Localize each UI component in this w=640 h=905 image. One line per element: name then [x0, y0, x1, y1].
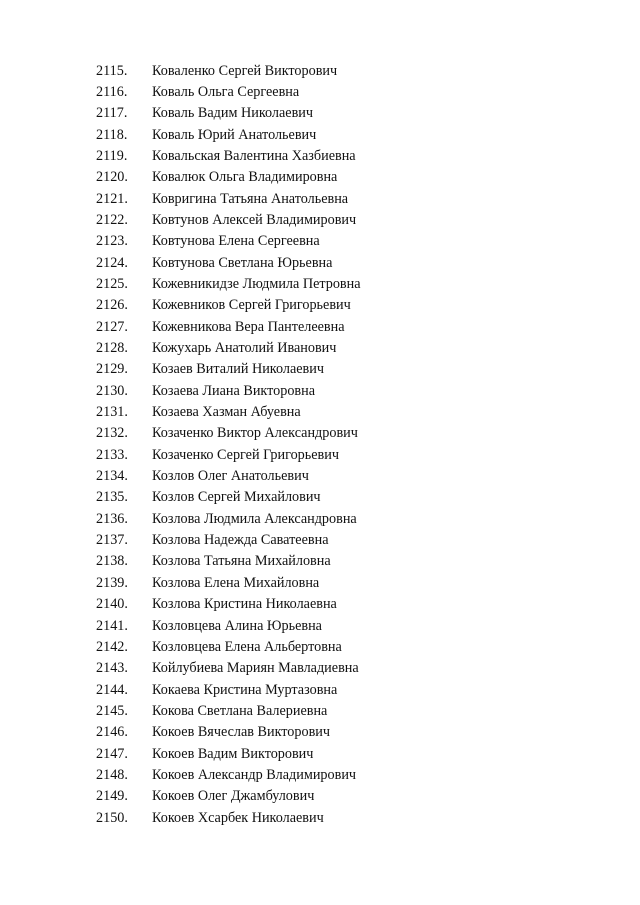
entry-number: 2141.	[96, 617, 128, 634]
entry-number: 2115.	[96, 62, 128, 79]
entry-name: Ковтунова Светлана Юрьевна	[152, 254, 333, 271]
entry-name: Койлубиева Мариян Мавладиевна	[152, 660, 359, 677]
list-item	[96, 722, 361, 743]
entry-number: 2121.	[96, 190, 128, 207]
list-item	[96, 423, 361, 444]
entry-name: Ковригина Татьяна Анатольевна	[152, 190, 349, 207]
entry-name: Кожевников Сергей Григорьевич	[152, 297, 351, 314]
entry-number: 2136.	[96, 510, 128, 527]
entry-name: Козаева Хазман Абуевна	[152, 404, 301, 421]
list-item	[96, 188, 361, 209]
entry-name: Козаев Виталий Николаевич	[152, 361, 324, 378]
entry-name: Ковтунова Елена Сергеевна	[152, 233, 320, 250]
entry-number: 2137.	[96, 532, 128, 549]
entry-number: 2139.	[96, 574, 128, 591]
entry-name: Кокоев Александр Владимирович	[152, 766, 357, 783]
list-item	[96, 316, 361, 337]
entry-name: Кокоев Хсарбек Николаевич	[152, 809, 324, 826]
entry-number: 2123.	[96, 233, 128, 250]
entry-name: Коваль Юрий Анатольевич	[152, 126, 317, 143]
entry-name: Кокова Светлана Валериевна	[152, 702, 328, 719]
entry-number: 2143.	[96, 660, 128, 677]
entry-name: Козлова Елена Михайловна	[152, 574, 320, 591]
list-item	[96, 273, 361, 294]
entry-name: Кожухарь Анатолий Иванович	[152, 340, 337, 357]
entry-name: Кокоев Вячеслав Викторович	[152, 724, 331, 741]
list-item	[96, 295, 361, 316]
list-item	[96, 700, 361, 721]
entry-number: 2124.	[96, 254, 128, 271]
entry-number: 2120.	[96, 169, 128, 186]
entry-name: Кожевникидзе Людмила Петровна	[152, 276, 361, 292]
entry-number: 2116.	[96, 83, 128, 100]
entry-number: 2148.	[96, 766, 128, 783]
entry-name: Козлова Кристина Николаевна	[152, 596, 337, 613]
entry-number: 2142.	[96, 638, 128, 655]
entry-name: Козаченко Сергей Григорьевич	[152, 446, 339, 463]
list-item	[96, 209, 361, 230]
entry-number: 2150.	[96, 809, 128, 826]
list-item	[96, 786, 361, 807]
list-item	[96, 658, 361, 679]
entry-name: Козлова Надежда Саватеевна	[152, 532, 329, 549]
entry-number: 2149.	[96, 788, 128, 805]
list-item	[96, 572, 361, 593]
entry-name: Козаева Лиана Викторовна	[152, 382, 315, 399]
entry-number: 2118.	[96, 126, 128, 143]
entry-number: 2119.	[96, 147, 128, 164]
entry-number: 2127.	[96, 318, 128, 335]
entry-name: Козлова Людмила Александровна	[152, 510, 357, 527]
entry-name: Коваленко Сергей Викторович	[152, 62, 338, 79]
entry-name: Кожевникова Вера Пантелеевна	[152, 318, 345, 335]
list-item	[96, 594, 361, 615]
entry-number: 2131.	[96, 404, 128, 421]
list-item	[96, 380, 361, 401]
list-item	[96, 508, 361, 529]
list-item	[96, 615, 361, 636]
entry-number: 2133.	[96, 446, 128, 463]
entry-number: 2144.	[96, 681, 128, 698]
entry-name: Козлов Олег Анатольевич	[152, 468, 309, 485]
entry-number: 2134.	[96, 468, 128, 485]
name-list	[96, 60, 361, 828]
list-item	[96, 402, 361, 423]
list-item	[96, 530, 361, 551]
list-item	[96, 60, 361, 81]
list-item	[96, 124, 361, 145]
entry-name: Козлова Татьяна Михайловна	[152, 553, 331, 570]
entry-name: Козловцева Алина Юрьевна	[152, 617, 322, 634]
entry-name: Козлов Сергей Михайлович	[152, 489, 321, 506]
entry-name: Кокаева Кристина Муртазовна	[152, 681, 338, 698]
entry-name: Кокоев Олег Джамбулович	[152, 788, 315, 805]
list-item	[96, 487, 361, 508]
entry-name: Коваль Ольга Сергеевна	[152, 83, 300, 100]
entry-name: Ковальская Валентина Хазбиевна	[152, 147, 356, 164]
entry-number: 2117.	[96, 105, 128, 122]
list-item	[96, 252, 361, 273]
entry-number: 2138.	[96, 553, 128, 570]
entry-number: 2126.	[96, 297, 128, 314]
entry-name: Козаченко Виктор Александрович	[152, 425, 358, 442]
list-item	[96, 145, 361, 166]
list-item	[96, 444, 361, 465]
entry-number: 2146.	[96, 724, 128, 741]
list-item	[96, 636, 361, 657]
entry-name: Ковалюк Ольга Владимировна	[152, 169, 338, 186]
list-item	[96, 103, 361, 124]
list-item	[96, 337, 361, 358]
list-item	[96, 551, 361, 572]
entry-number: 2132.	[96, 425, 128, 442]
entry-number: 2130.	[96, 382, 128, 399]
list-item	[96, 359, 361, 380]
list-item	[96, 466, 361, 487]
entry-number: 2145.	[96, 702, 128, 719]
entry-number: 2147.	[96, 745, 128, 762]
list-item	[96, 81, 361, 102]
list-item	[96, 764, 361, 785]
entry-name: Кокоев Вадим Викторович	[152, 745, 314, 762]
entry-number: 2128.	[96, 340, 128, 357]
entry-name: Коваль Вадим Николаевич	[152, 105, 313, 122]
list-item	[96, 679, 361, 700]
entry-number: 2135.	[96, 489, 128, 506]
entry-name: Ковтунов Алексей Владимирович	[152, 211, 357, 228]
list-item	[96, 743, 361, 764]
entry-number: 2129.	[96, 361, 128, 378]
list-item	[96, 167, 361, 188]
entry-number: 2140.	[96, 596, 128, 613]
entry-name: Козловцева Елена Альбертовна	[152, 638, 342, 655]
entry-number: 2125.	[96, 276, 128, 292]
entry-number: 2122.	[96, 211, 128, 228]
list-item	[96, 231, 361, 252]
list-item	[96, 807, 361, 828]
